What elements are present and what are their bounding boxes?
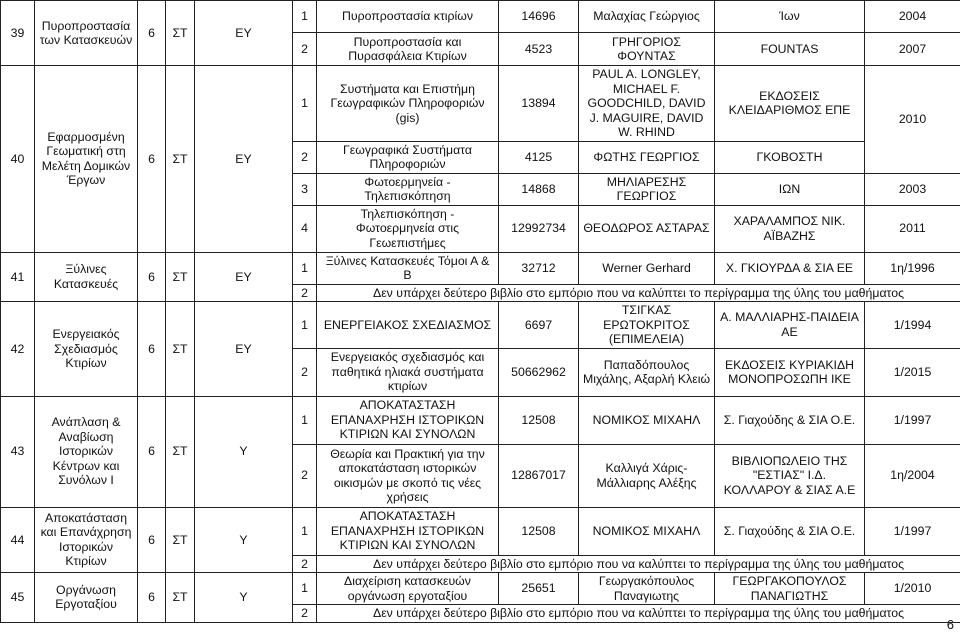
book-publisher: ΓΚΟΒΟΣΤΗ <box>715 141 865 173</box>
book-author: Παπαδόπουλος Μιχάλης, Αξαρλή Κλειώ <box>579 348 715 396</box>
book-code: 13894 <box>499 66 579 142</box>
book-code: 4523 <box>499 33 579 66</box>
book-index: 2 <box>293 33 317 66</box>
book-code: 12867017 <box>499 444 579 507</box>
no-second-book-note: Δεν υπάρχει δεύτερο βιβλίο στο εμπόριο που να καλύπτει το περίγραμμα της ύλης του μαθήματος <box>317 605 960 623</box>
course-hours: 6 <box>138 66 166 253</box>
course-semester: ΕΥ <box>195 252 293 302</box>
book-code: 6697 <box>499 302 579 349</box>
table-row <box>1 573 960 605</box>
course-number: 45 <box>1 573 35 623</box>
book-publisher: Α. ΜΑΛΛΙΑΡΗΣ-ΠΑΙΔΕΙΑ ΑΕ <box>715 302 865 349</box>
table-row <box>1 396 960 444</box>
book-index: 4 <box>293 205 317 252</box>
book-index: 1 <box>293 396 317 444</box>
course-type: ΣΤ <box>166 66 195 253</box>
course-type: ΣΤ <box>166 302 195 397</box>
course-number: 40 <box>1 66 35 253</box>
book-author: ΝΟΜΙΚΟΣ ΜΙΧΑΗΛ <box>579 507 715 555</box>
book-code: 4125 <box>499 141 579 173</box>
book-year: 2011 <box>865 205 960 252</box>
book-code: 14868 <box>499 173 579 205</box>
book-code: 25651 <box>499 573 579 605</box>
table-row <box>1 66 960 142</box>
course-number: 42 <box>1 302 35 397</box>
table-row <box>1 302 960 349</box>
book-year: 2003 <box>865 173 960 205</box>
book-author: PAUL A. LONGLEY, MICHAEL F. GOODCHILD, DAVID J. MAGUIRE, DAVID W. RHIND <box>579 66 715 142</box>
page-number: 6 <box>946 617 954 632</box>
book-author: Werner Gerhard <box>579 252 715 284</box>
course-number: 41 <box>1 252 35 302</box>
book-title: Πυροπροστασία κτιρίων <box>317 1 499 33</box>
book-year: 2004 <box>865 1 960 33</box>
book-publisher: FOUNTAS <box>715 33 865 66</box>
course-title: Εφαρμοσμένη Γεωματική στη Μελέτη Δομικών Έργων <box>35 66 138 253</box>
course-hours: 6 <box>138 252 166 302</box>
book-title: Ξύλινες Κατασκευές Τόμοι Α & Β <box>317 252 499 284</box>
book-publisher: Χ. ΓΚΙΟΥΡΔΑ & ΣΙΑ ΕΕ <box>715 252 865 284</box>
book-publisher: ΕΚΔΟΣΕΙΣ ΚΥΡΙΑΚΙΔΗ ΜΟΝΟΠΡΟΣΩΠΗ ΙΚΕ <box>715 348 865 396</box>
book-title: Συστήματα και Επιστήμη Γεωγραφικών Πληροφοριών (gis) <box>317 66 499 142</box>
book-author: Γεωργακόπουλος Παναγιωτης <box>579 573 715 605</box>
course-title: Ξύλινες Κατασκευές <box>35 252 138 302</box>
book-publisher: ΕΚΔΟΣΕΙΣ ΚΛΕΙΔΑΡΙΘΜΟΣ ΕΠΕ <box>715 66 865 142</box>
course-semester: ΕΥ <box>195 66 293 253</box>
book-publisher: Σ. Γιαχούδης & ΣΙΑ Ο.Ε. <box>715 396 865 444</box>
book-publisher: Ίων <box>715 1 865 33</box>
book-title: Φωτοερμηνεία - Τηλεπισκόπηση <box>317 173 499 205</box>
book-title: ΑΠΟΚΑΤΑΣΤΑΣΗ ΕΠΑΝΑΧΡΗΣΗ ΙΣΤΟΡΙΚΩΝ ΚΤΙΡΙΩΝ ΚΑΙ ΣΥΝΟΛΩΝ <box>317 507 499 555</box>
book-publisher: ΧΑΡΑΛΑΜΠΟΣ ΝΙΚ. ΑΪΒΑΖΗΣ <box>715 205 865 252</box>
book-author: ΘΕΟΔΩΡΟΣ ΑΣΤΑΡΑΣ <box>579 205 715 252</box>
book-index: 2 <box>293 555 317 573</box>
course-type: ΣΤ <box>166 1 195 66</box>
course-semester: ΕΥ <box>195 1 293 66</box>
book-index: 1 <box>293 573 317 605</box>
book-publisher: ΒΙΒΛΙΟΠΩΛΕΙΟ ΤΗΣ "ΕΣΤΙΑΣ" Ι.Δ. ΚΟΛΛΑΡΟΥ & ΣΙΑΣ Α.Ε <box>715 444 865 507</box>
course-semester: Υ <box>195 573 293 623</box>
course-semester: Υ <box>195 396 293 507</box>
course-title: Πυροπροστασία των Κατασκευών <box>35 1 138 66</box>
course-hours: 6 <box>138 1 166 66</box>
table-row <box>1 252 960 284</box>
book-year: 1η/1996 <box>865 252 960 284</box>
book-title: Τηλεπισκόπηση - Φωτοερμηνεία στις Γεωεπιστήμες <box>317 205 499 252</box>
course-title: Οργάνωση Εργοταξίου <box>35 573 138 623</box>
book-author: ΦΩΤΗΣ ΓΕΩΡΓΙΟΣ <box>579 141 715 173</box>
course-type: ΣΤ <box>166 573 195 623</box>
book-year: 1/1994 <box>865 302 960 349</box>
book-index: 2 <box>293 605 317 623</box>
course-hours: 6 <box>138 507 166 573</box>
no-second-book-note: Δεν υπάρχει δεύτερο βιβλίο στο εμπόριο που να καλύπτει το περίγραμμα της ύλης του μαθήματος <box>317 284 960 302</box>
course-hours: 6 <box>138 396 166 507</box>
book-code: 32712 <box>499 252 579 284</box>
table-row <box>1 507 960 555</box>
book-index: 3 <box>293 173 317 205</box>
table-row <box>1 1 960 33</box>
book-year: 1/2010 <box>865 573 960 605</box>
book-author: ΤΣΙΓΚΑΣ ΕΡΩΤΟΚΡΙΤΟΣ (ΕΠΙΜΕΛΕΙΑ) <box>579 302 715 349</box>
course-hours: 6 <box>138 302 166 397</box>
book-author: ΜΗΛΙΑΡΕΣΗΣ ΓΕΩΡΓΙΟΣ <box>579 173 715 205</box>
book-title: ΕΝΕΡΓΕΙΑΚΟΣ ΣΧΕΔΙΑΣΜΟΣ <box>317 302 499 349</box>
book-author: ΝΟΜΙΚΟΣ ΜΙΧΑΗΛ <box>579 396 715 444</box>
book-author: ΓΡΗΓΟΡΙΟΣ ΦΟΥΝΤΑΣ <box>579 33 715 66</box>
book-publisher: ΙΩΝ <box>715 173 865 205</box>
book-author: Μαλαχίας Γεώργιος <box>579 1 715 33</box>
book-code: 12508 <box>499 507 579 555</box>
course-type: ΣΤ <box>166 252 195 302</box>
book-year: 1/1997 <box>865 396 960 444</box>
course-type: ΣΤ <box>166 396 195 507</box>
book-year: 2010 <box>865 66 960 174</box>
course-type: ΣΤ <box>166 507 195 573</box>
course-hours: 6 <box>138 573 166 623</box>
course-semester: Υ <box>195 507 293 573</box>
book-code: 50662962 <box>499 348 579 396</box>
book-publisher: Σ. Γιαχούδης & ΣΙΑ Ο.Ε. <box>715 507 865 555</box>
book-index: 2 <box>293 284 317 302</box>
book-index: 2 <box>293 444 317 507</box>
book-author: Καλλιγά Χάρις- Μάλλιαρης Αλέξης <box>579 444 715 507</box>
book-title: Γεωγραφικά Συστήματα Πληροφοριών <box>317 141 499 173</box>
book-year: 1/1997 <box>865 507 960 555</box>
book-index: 1 <box>293 252 317 284</box>
book-publisher: ΓΕΩΡΓΑΚΟΠΟΥΛΟΣ ΠΑΝΑΓΙΩΤΗΣ <box>715 573 865 605</box>
course-title: Αποκατάσταση και Επανάχρηση Ιστορικών Κτιρίων <box>35 507 138 573</box>
course-semester: ΕΥ <box>195 302 293 397</box>
book-index: 1 <box>293 302 317 349</box>
book-code: 12992734 <box>499 205 579 252</box>
course-title: Ανάπλαση & Αναβίωση Ιστορικών Κέντρων και Συνόλων Ι <box>35 396 138 507</box>
course-number: 44 <box>1 507 35 573</box>
book-index: 1 <box>293 507 317 555</box>
book-code: 14696 <box>499 1 579 33</box>
book-title: Ενεργειακός σχεδιασμός και παθητικά ηλιακά συστήματα κτιρίων <box>317 348 499 396</box>
book-title: Θεωρία και Πρακτική για την αποκατάσταση ιστορικών οικισμών με σκοπό τις νέες χρήσεις <box>317 444 499 507</box>
book-code: 12508 <box>499 396 579 444</box>
book-title: ΑΠΟΚΑΤΑΣΤΑΣΗ ΕΠΑΝΑΧΡΗΣΗ ΙΣΤΟΡΙΚΩΝ ΚΤΙΡΙΩΝ ΚΑΙ ΣΥΝΟΛΩΝ <box>317 396 499 444</box>
book-year: 1η/2004 <box>865 444 960 507</box>
book-title: Πυροπροστασία και Πυρασφάλεια Κτιρίων <box>317 33 499 66</box>
course-number: 43 <box>1 396 35 507</box>
no-second-book-note: Δεν υπάρχει δεύτερο βιβλίο στο εμπόριο που να καλύπτει το περίγραμμα της ύλης του μαθήματος <box>317 555 960 573</box>
book-title: Διαχείριση κατασκευών οργάνωση εργοταξίου <box>317 573 499 605</box>
book-index: 1 <box>293 66 317 142</box>
book-index: 2 <box>293 348 317 396</box>
book-index: 1 <box>293 1 317 33</box>
course-number: 39 <box>1 1 35 66</box>
book-year: 2007 <box>865 33 960 66</box>
book-year: 1/2015 <box>865 348 960 396</box>
course-title: Ενεργειακός Σχεδιασμός Κτιρίων <box>35 302 138 397</box>
book-index: 2 <box>293 141 317 173</box>
